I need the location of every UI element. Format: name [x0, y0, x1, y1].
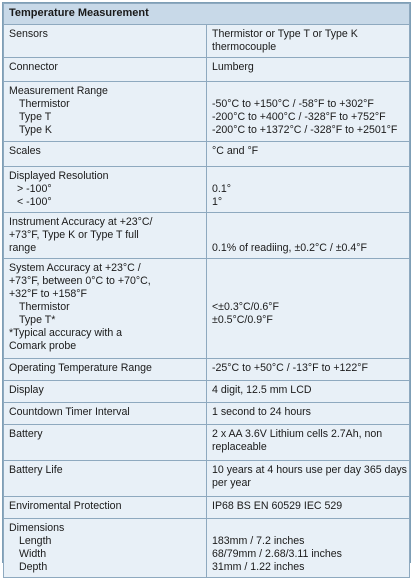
table-title: Temperature Measurement — [4, 4, 410, 25]
spec-sublabel: Thermistor — [19, 98, 70, 110]
spec-value-group — [207, 259, 410, 359]
spec-label: Dimensions — [9, 522, 65, 534]
spec-label: Battery — [4, 425, 207, 461]
spec-value: 183mm / 7.2 inches — [212, 535, 305, 547]
spec-label: +73°F, Type K or Type T full — [9, 229, 139, 241]
table-row-timer — [4, 403, 410, 425]
spec-value: Lumberg — [207, 58, 410, 82]
table-row-system-accuracy — [4, 259, 410, 359]
spec-label: Operating Temperature Range — [4, 359, 207, 381]
spec-value-group — [207, 167, 410, 213]
table-row-dimensions — [4, 519, 410, 578]
spec-value: 4 digit, 12.5 mm LCD — [207, 381, 410, 403]
spec-value: <±0.3°C/0.6°F — [212, 301, 279, 313]
table-row-operating-temp — [4, 359, 410, 381]
spec-label: Scales — [4, 142, 207, 167]
table-row-battery — [4, 425, 410, 461]
spec-value: 0.1% of readiing, ±0.2°C / ±0.4°F — [212, 242, 367, 254]
spec-value: -25°C to +50°C / -13°F to +122°F — [207, 359, 410, 381]
spec-value: °C and °F — [207, 142, 410, 167]
spec-value: 1° — [212, 196, 223, 208]
spec-sublabel: > -100° — [17, 183, 52, 195]
spec-footnote: Comark probe — [9, 340, 77, 352]
table-row-sensors — [4, 25, 410, 58]
spec-value: IP68 BS EN 60529 IEC 529 — [207, 497, 410, 519]
spec-value-group — [207, 425, 410, 461]
spec-label: Countdown Timer Interval — [4, 403, 207, 425]
spec-value: -200°C to +1372°C / -328°F to +2501°F — [212, 124, 398, 136]
table-header-row — [4, 4, 410, 25]
spec-sublabel: Type K — [19, 124, 52, 136]
spec-value: ±0.5°C/0.9°F — [212, 314, 273, 326]
spec-table — [3, 3, 410, 578]
table-row-protection — [4, 497, 410, 519]
spec-value: 68/79mm / 2.68/3.11 inches — [212, 548, 342, 560]
spec-label: range — [9, 242, 37, 254]
spec-label-group — [4, 259, 207, 359]
spec-sheet — [2, 2, 411, 573]
spec-label-group — [4, 82, 207, 142]
spec-sublabel: Type T* — [19, 314, 56, 326]
table-row-measurement-range — [4, 82, 410, 142]
table-row-scales — [4, 142, 410, 167]
table-row-display — [4, 381, 410, 403]
spec-value: per year — [212, 477, 251, 489]
spec-value-group — [207, 461, 410, 497]
spec-label-group — [4, 167, 207, 213]
spec-value: replaceable — [212, 441, 267, 453]
table-row-instrument-accuracy — [4, 213, 410, 259]
spec-sublabel: Length — [19, 535, 52, 547]
spec-value-group — [207, 82, 410, 142]
table-row-connector — [4, 58, 410, 82]
table-row-resolution — [4, 167, 410, 213]
spec-label: Measurement Range — [9, 85, 108, 97]
spec-label: Connector — [4, 58, 207, 82]
spec-label-group — [4, 213, 207, 259]
spec-value: Thermistor or Type T or Type K thermocouple — [207, 25, 410, 58]
spec-label: System Accuracy at +23°C / — [9, 262, 141, 274]
spec-value: 10 years at 4 hours use per day 365 days — [212, 464, 407, 476]
spec-label: +32°F to +158°F — [9, 288, 87, 300]
spec-label: Battery Life — [4, 461, 207, 497]
spec-label: Sensors — [4, 25, 207, 58]
spec-sublabel: Width — [19, 548, 47, 560]
spec-sublabel: < -100° — [17, 196, 52, 208]
spec-sublabel: Depth — [19, 561, 48, 573]
spec-value: -200°C to +400°C / -328°F to +752°F — [212, 111, 386, 123]
spec-label: Instrument Accuracy at +23°C/ — [9, 216, 153, 228]
table-row-battery-life — [4, 461, 410, 497]
spec-label: +73°F, between 0°C to +70°C, — [9, 275, 151, 287]
spec-value-group — [207, 213, 410, 259]
spec-label: Enviromental Protection — [4, 497, 207, 519]
spec-footnote: *Typical accuracy with a — [9, 327, 123, 339]
spec-sublabel: Thermistor — [19, 301, 70, 313]
spec-label: Displayed Resolution — [9, 170, 109, 182]
spec-value: 1 second to 24 hours — [207, 403, 410, 425]
spec-label-group — [4, 519, 207, 578]
spec-value-group — [207, 519, 410, 578]
spec-label: Display — [4, 381, 207, 403]
spec-value: 2 x AA 3.6V Lithium cells 2.7Ah, non — [212, 428, 383, 440]
spec-sublabel: Type T — [19, 111, 52, 123]
spec-value: 31mm / 1.22 inches — [212, 561, 305, 573]
spec-value: 0.1° — [212, 183, 231, 195]
spec-value: -50°C to +150°C / -58°F to +302°F — [212, 98, 374, 110]
